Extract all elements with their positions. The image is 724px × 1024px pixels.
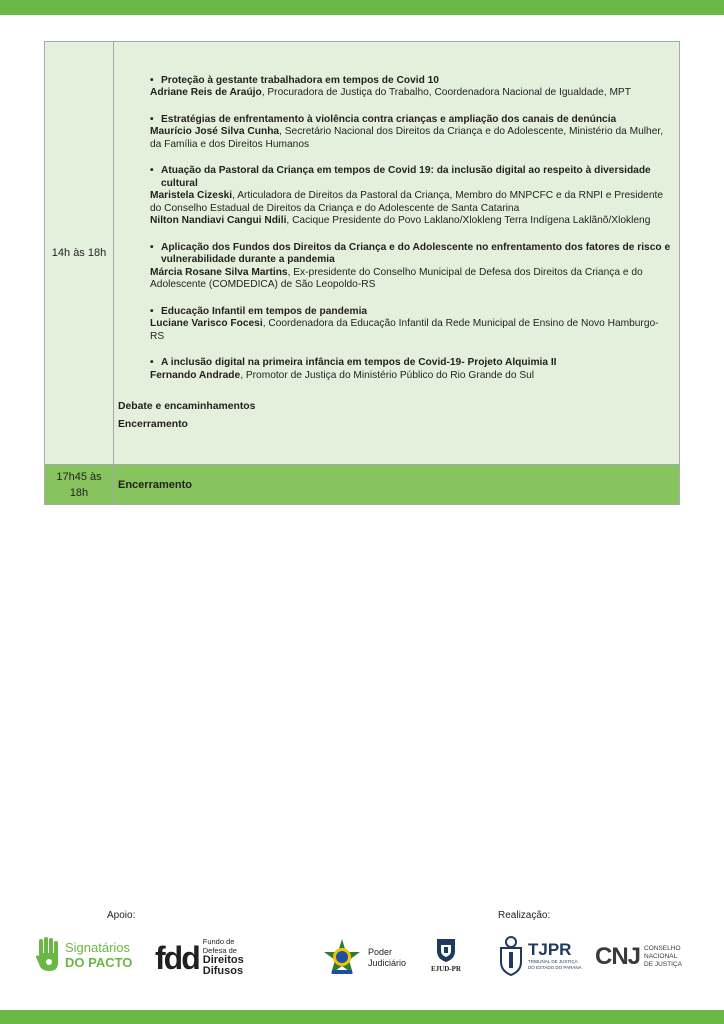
speaker-desc: , Articuladora de Direitos da Pastoral da Criança, Membro do MNPCFC e da RNPI e Presidente do Conselho Estadual de Direitos da Criança e do Adolescente de Santa Catarina <box>150 190 664 214</box>
program-item <box>150 114 671 152</box>
fdd-text: Direitos <box>202 954 244 966</box>
hand-icon <box>36 937 62 973</box>
item-title: • Proteção à gestante trabalhadora em tempos de Covid 10 <box>150 74 439 86</box>
item-title: • Educação Infantil em tempos de pandemia <box>150 305 368 317</box>
fdd-text: Fundo de <box>202 937 235 946</box>
signatarios-text: Signatários <box>65 940 131 955</box>
time-cell: 14h às 18h <box>45 42 114 465</box>
speaker-line <box>150 318 671 343</box>
table-row <box>45 465 680 505</box>
time-line: 18h <box>69 486 89 499</box>
program-item <box>150 242 671 292</box>
cnj-text: NACIONAL <box>644 953 678 960</box>
poder-text: Judiciário <box>368 958 407 968</box>
speaker-name: Adriane Reis de Araújo <box>150 87 262 99</box>
speaker-desc: , Ex-presidente do Conselho Municipal de Defesa dos Direitos da Criança e do Adolescente (COMDEDICA) de São Leopoldo-RS <box>150 266 643 291</box>
speaker-desc: , Secretário Nacional dos Direitos da Criança e do Adolescente, Ministério da Mulher, da Família e dos Direitos Humanos <box>150 126 664 150</box>
speaker-name: Fernando Andrade <box>150 369 241 381</box>
speaker-name: Luciane Varisco Focesi <box>150 318 263 330</box>
bottom-accent-bar <box>0 1010 724 1024</box>
table-row <box>45 42 680 465</box>
speaker-line <box>150 87 671 100</box>
speaker-desc: , Coordenadora da Educação Infantil da Rede Municipal de Ensino de Novo Hamburgo-RS <box>150 318 659 342</box>
speaker-line <box>150 267 671 292</box>
cnj-mark: CNJ <box>595 943 641 970</box>
item-title: • A inclusão digital na primeira infância em tempos de Covid-19- Projeto Alquimia II <box>150 357 557 369</box>
speaker-line <box>150 126 671 151</box>
speaker-name: Maurício José Silva Cunha <box>150 126 280 138</box>
ejud-logo <box>431 937 461 973</box>
speaker-desc: , Procuradora de Justiça do Trabalho, Coordenadora Nacional de Igualdade, MPT <box>261 87 631 99</box>
speaker-name: Márcia Rosane Silva Martins <box>150 266 288 278</box>
brazil-coat-of-arms-icon <box>322 938 362 978</box>
top-accent-bar <box>0 0 724 15</box>
speaker-line <box>150 370 671 383</box>
signatarios-logo <box>36 937 132 973</box>
tjpr-logo <box>498 936 582 976</box>
closing-block <box>118 398 671 434</box>
program-item <box>150 306 671 344</box>
ejud-text: EJUD-PR <box>431 965 461 973</box>
item-title: • Aplicação dos Fundos dos Direitos da Criança e do Adolescente no enfrentamento dos fatores de risco e vulnerabilidade durante a pandemia <box>150 241 671 266</box>
realizacao-label: Realização: <box>498 910 551 921</box>
tjpr-subtext: TRIBUNAL DE JUSTIÇA <box>528 959 578 964</box>
time-line: 17h45 às <box>56 470 102 483</box>
speaker-line <box>150 190 671 215</box>
poder-text: Poder <box>368 947 393 957</box>
fdd-text: Difusos <box>202 965 244 977</box>
speaker-name: Maristela Cizeski <box>150 190 233 202</box>
schedule-table <box>44 41 680 505</box>
tjpr-text: TJPR <box>528 940 572 959</box>
fdd-text: Defesa de <box>202 945 237 955</box>
speaker-desc: , Promotor de Justiça do Ministério Público do Rio Grande do Sul <box>240 369 535 381</box>
speaker-desc: , Cacique Presidente do Povo Laklano/Xlokleng Terra Indígena Laklãnõ/Xlokleng <box>286 215 651 227</box>
ejud-shield-icon <box>435 937 457 963</box>
program-item <box>150 75 671 100</box>
cnj-logo <box>595 944 682 970</box>
tjpr-subtext: DO ESTADO DO PARANÁ <box>528 965 582 970</box>
program-item <box>150 357 671 382</box>
speaker-line <box>150 215 671 228</box>
time-cell <box>45 465 114 505</box>
signatarios-text: DO PACTO <box>65 955 133 970</box>
closing-label: Encerramento <box>118 419 188 431</box>
fdd-logo <box>155 938 244 977</box>
poder-judiciario-logo <box>322 938 406 978</box>
program-cell <box>114 42 680 465</box>
cnj-text: DE JUSTIÇA <box>644 961 682 968</box>
speaker-name: Nilton Nandiavi Cangui Ndili <box>150 215 287 227</box>
debate-label: Debate e encaminhamentos <box>118 401 256 413</box>
final-label: Encerramento <box>114 465 680 505</box>
item-title: • Atuação da Pastoral da Criança em tempos de Covid 19: da inclusão digital ao respeito à diversidade cultural <box>150 165 651 189</box>
item-title: • Estratégias de enfrentamento à violência contra crianças e ampliação dos canais de denúncia <box>150 113 617 125</box>
tjpr-emblem-icon <box>498 936 524 976</box>
cnj-text: CONSELHO <box>644 945 681 952</box>
fdd-mark: fdd <box>155 939 199 976</box>
apoio-label: Apoio: <box>107 910 136 921</box>
program-item <box>150 165 671 228</box>
